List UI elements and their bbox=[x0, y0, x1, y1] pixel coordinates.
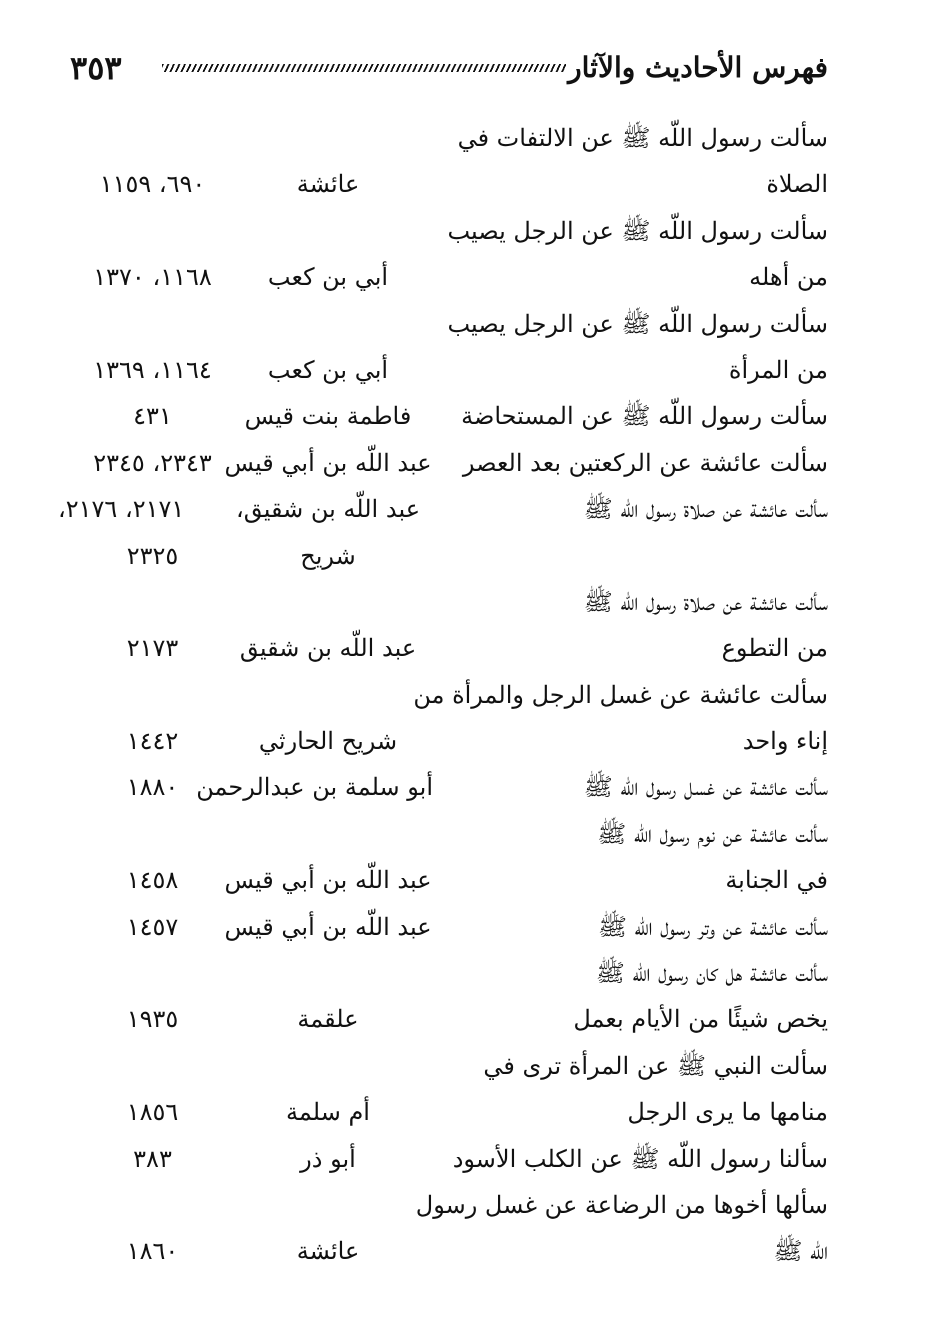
entry-row bbox=[70, 440, 828, 486]
entry-narrator: شريح الحارثي bbox=[258, 727, 398, 756]
entry-row bbox=[70, 857, 828, 903]
entry-row bbox=[70, 764, 828, 810]
index-entries bbox=[58, 115, 828, 1275]
entry-text: سألنا رسول اللّه ﷺ عن الكلب الأسود bbox=[452, 1144, 828, 1173]
entry-text: من أهله bbox=[749, 263, 828, 292]
entry-narrator: عائشة bbox=[296, 1237, 360, 1266]
entry-row bbox=[70, 1228, 828, 1274]
entry-row bbox=[70, 1136, 828, 1182]
entry-text: سألت عائشة عن صلاة رسول اللّه ﷺ bbox=[583, 495, 828, 524]
entry-pages: ٤٣١ bbox=[133, 402, 172, 431]
entry-text: من التطوع bbox=[721, 634, 828, 663]
entry-row bbox=[70, 1043, 828, 1089]
entry-row bbox=[70, 904, 828, 950]
entry-row bbox=[70, 625, 828, 671]
entry-narrator: عبد اللّه بن شقيق، bbox=[235, 495, 421, 524]
entry-text: في الجنابة bbox=[725, 866, 828, 895]
entry-pages: ٢٣٤٣، ٢٣٤٥ bbox=[93, 448, 212, 477]
page-header bbox=[70, 44, 828, 92]
entry-narrator: عائشة bbox=[296, 170, 360, 199]
entry-pages: ١١٦٨، ١٣٧٠ bbox=[93, 263, 212, 292]
entry-text: اللّه ﷺ bbox=[773, 1237, 828, 1266]
entry-text: الصلاة bbox=[766, 170, 828, 199]
entry-pages: ١٨٥٦ bbox=[126, 1098, 179, 1127]
entry-narrator: أبو سلمة بن عبدالرحمن bbox=[196, 773, 433, 802]
entry-row bbox=[70, 950, 828, 996]
entry-text: سألت رسول اللّه ﷺ عن المستحاضة bbox=[461, 402, 828, 431]
entry-pages: ١٤٤٢ bbox=[126, 727, 179, 756]
entry-row bbox=[70, 1089, 828, 1135]
entry-row bbox=[70, 672, 828, 718]
entry-pages: ١٨٨٠ bbox=[126, 773, 179, 802]
entry-narrator: عبد اللّه بن أبي قيس bbox=[224, 912, 432, 941]
entry-text: إناء واحد bbox=[742, 727, 828, 756]
entry-text: سألت عائشة عن وتر رسول اللّه ﷺ bbox=[597, 912, 828, 941]
entry-narrator: أبو ذر bbox=[300, 1144, 356, 1173]
entry-text: سألت عائشة عن الركعتين بعد العصر bbox=[462, 448, 828, 477]
entry-pages: ١٤٥٨ bbox=[126, 866, 179, 895]
entry-row bbox=[70, 208, 828, 254]
entry-text: سألت رسول اللّه ﷺ عن الالتفات في bbox=[457, 124, 828, 152]
entry-narrator: عبد اللّه بن شقيق bbox=[239, 634, 417, 663]
entry-row bbox=[70, 1182, 828, 1228]
entry-row bbox=[70, 533, 828, 579]
entry-pages: ٢١٧٣ bbox=[126, 634, 179, 663]
entry-row bbox=[70, 301, 828, 347]
entry-pages: ٦٩٠، ١١٥٩ bbox=[99, 170, 206, 199]
entry-pages: ١٤٥٧ bbox=[126, 912, 179, 941]
entry-narrator: فاطمة بنت قيس bbox=[244, 402, 412, 431]
entry-text: سألت عائشة عن غسل رسول اللّه ﷺ bbox=[583, 773, 828, 802]
entry-row bbox=[70, 115, 828, 161]
entry-narrator: عبد اللّه بن أبي قيس bbox=[224, 866, 432, 895]
entry-row bbox=[70, 996, 828, 1042]
entry-row bbox=[70, 811, 828, 857]
entry-row bbox=[70, 393, 828, 439]
entry-row bbox=[70, 579, 828, 625]
entry-text: من المرأة bbox=[728, 355, 828, 384]
entry-row bbox=[70, 718, 828, 764]
entry-text: سألت النبي ﷺ عن المرأة ترى في bbox=[483, 1051, 828, 1080]
entry-pages: ١٩٣٥ bbox=[126, 1005, 179, 1034]
entry-row bbox=[70, 254, 828, 300]
page-number: ٣٥٣ bbox=[70, 49, 122, 87]
entry-narrator: شريح bbox=[300, 541, 356, 570]
entry-pages: ١١٦٤، ١٣٦٩ bbox=[93, 355, 212, 384]
entry-text: سألت عائشة عن نوم رسول اللّه ﷺ bbox=[597, 819, 828, 848]
entry-narrator: أم سلمة bbox=[286, 1098, 370, 1127]
entry-text: سألت رسول اللّه ﷺ عن الرجل يصيب bbox=[447, 216, 828, 245]
entry-narrator: علقمة bbox=[297, 1005, 359, 1034]
running-title: فهرس الأحاديث والآثار bbox=[568, 51, 828, 84]
entry-pages: ٢٣٢٥ bbox=[126, 541, 179, 570]
entry-narrator: أبي بن كعب bbox=[267, 355, 389, 384]
entry-text: سألت رسول اللّه ﷺ عن الرجل يصيب bbox=[447, 309, 828, 338]
entry-row bbox=[58, 486, 828, 532]
entry-row bbox=[70, 347, 828, 393]
entry-text: سألها أخوها من الرضاعة عن غسل رسول bbox=[415, 1190, 828, 1219]
entry-text: سألت عائشة عن غسل الرجل والمرأة من bbox=[413, 680, 828, 709]
entry-narrator: عبد اللّه بن أبي قيس bbox=[224, 448, 432, 477]
entry-row bbox=[70, 161, 828, 207]
entry-narrator: أبي بن كعب bbox=[267, 263, 389, 292]
entry-text: سألت عائشة عن صلاة رسول اللّه ﷺ bbox=[583, 587, 828, 616]
entry-pages: ٣٨٣ bbox=[133, 1144, 172, 1173]
header-rule bbox=[162, 64, 566, 72]
entry-text: سألت عائشة هل كان رسول اللّه ﷺ bbox=[595, 959, 828, 988]
entry-text: منامها ما يرى الرجل bbox=[627, 1098, 828, 1127]
entry-pages: ٢١٧١، ٢١٧٦، bbox=[58, 495, 185, 524]
entry-pages: ١٨٦٠ bbox=[126, 1237, 179, 1266]
entry-text: يخص شيئًا من الأيام بعمل bbox=[573, 1005, 828, 1034]
